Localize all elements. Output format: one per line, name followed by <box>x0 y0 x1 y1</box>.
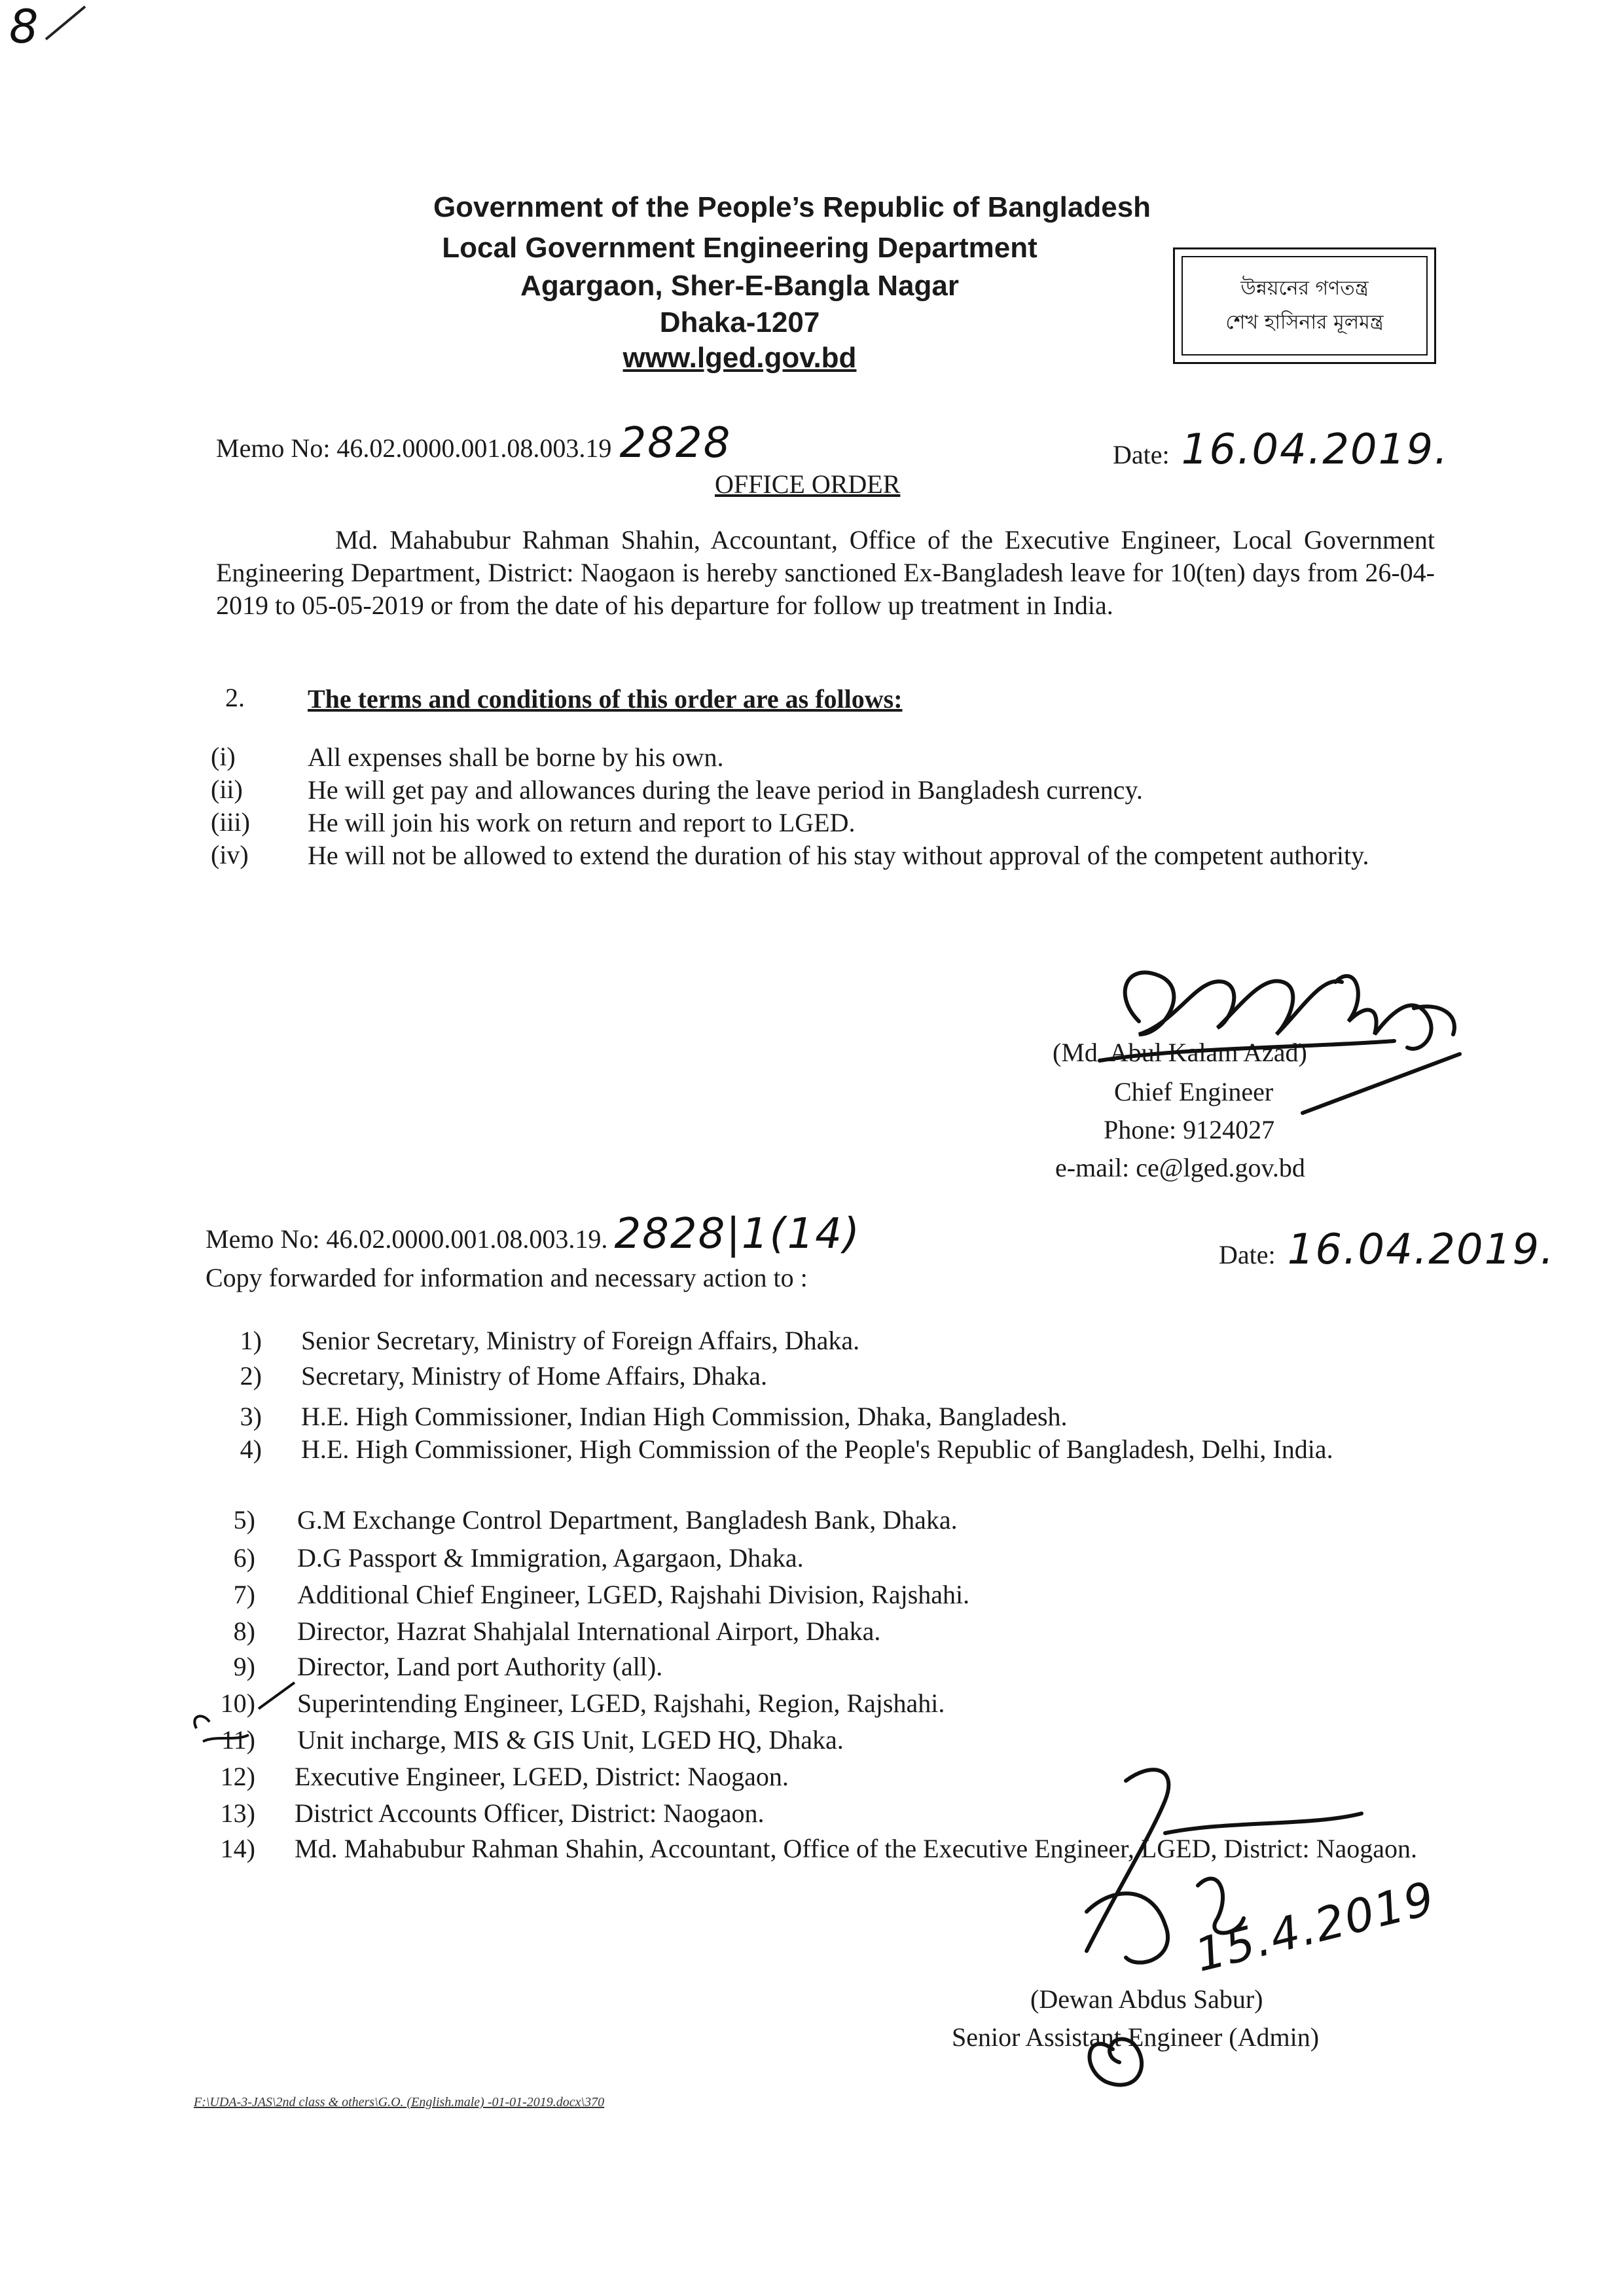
distribution-item: Md. Mahabubur Rahman Shahin, Accountant, Office of the Executive Engineer, LGED, District: Naogaon. <box>295 1834 1417 1863</box>
distribution-number: 2) <box>240 1361 262 1391</box>
corner-slash-mark <box>46 7 85 39</box>
signatory-2-handwritten-date: 15.4.2019 <box>1189 1870 1441 1983</box>
header-government-line: Government of the People’s Republic of Bangladesh <box>433 191 1151 223</box>
office-order-title: OFFICE ORDER <box>715 469 901 499</box>
distribution-number: 12) <box>220 1762 255 1791</box>
memo-handwritten-number: 2828|1(14) <box>614 1210 861 1258</box>
copy-forward-intro: Copy forwarded for information and necessary action to : <box>206 1263 808 1292</box>
handwritten-date: 16.04.2019. <box>1181 426 1449 474</box>
terms-number: 2. <box>225 683 245 712</box>
memo-handwritten-number: 2828 <box>619 419 732 467</box>
term-number: (ii) <box>211 774 243 804</box>
distribution-item: Senior Secretary, Ministry of Foreign Affairs, Dhaka. <box>301 1326 860 1355</box>
distribution-item: Executive Engineer, LGED, District: Naogaon. <box>295 1762 789 1791</box>
distribution-item: Unit incharge, MIS & GIS Unit, LGED HQ, Dhaka. <box>297 1725 844 1755</box>
handwritten-date: 16.04.2019. <box>1287 1226 1555 1274</box>
terms-heading: The terms and conditions of this order are as follows: <box>308 684 903 714</box>
term-text: He will not be allowed to extend the duration of his stay without approval of the competent authority. <box>308 841 1369 870</box>
tick-mark-item-10 <box>259 1683 295 1709</box>
term-number: (iii) <box>211 807 250 837</box>
distribution-number: 4) <box>240 1434 262 1464</box>
distribution-number: 5) <box>233 1505 255 1535</box>
date-label: Date: <box>1219 1240 1276 1269</box>
corner-handwritten-mark: 8 <box>9 0 40 54</box>
distribution-item: Superintending Engineer, LGED, Rajshahi, Region, Rajshahi. <box>297 1688 945 1718</box>
distribution-number: 9) <box>233 1652 255 1681</box>
mark-item-11 <box>194 1716 249 1741</box>
signatory-1-phone: Phone: 9124027 <box>1104 1115 1275 1144</box>
signatory-2-name: (Dewan Abdus Sabur) <box>1030 1984 1263 2014</box>
body-paragraph: Md. Mahabubur Rahman Shahin, Accountant, Office of the Executive Engineer, Local Government Engineering Department, District: Naogaon is hereby sanctioned Ex-Bangladesh leave for 10(ten) days from 26-04-2019 to 05-05-2019 or from the date of his departure for follow up treatment in India. <box>216 525 1435 620</box>
distribution-item: D.G Passport & Immigration, Agargaon, Dhaka. <box>297 1543 804 1573</box>
slogan-line-1: উন্নয়নের গণতন্ত্র <box>1240 277 1369 300</box>
distribution-item: Director, Hazrat Shahjalal International Airport, Dhaka. <box>297 1616 881 1646</box>
distribution-item: District Accounts Officer, District: Naogaon. <box>295 1798 765 1828</box>
distribution-number: 7) <box>233 1580 255 1609</box>
footer-file-path: F:\UDA-3-JAS\2nd class & others\G.O. (English.male) -01-01-2019.docx\370 <box>194 2095 605 2109</box>
distribution-number: 6) <box>233 1543 255 1573</box>
header-address-line: Agargaon, Sher-E-Bangla Nagar <box>520 270 959 302</box>
term-text: He will join his work on return and report to LGED. <box>308 808 856 837</box>
memo-prefix: Memo No: 46.02.0000.001.08.003.19. <box>206 1224 608 1254</box>
header-city-line: Dhaka-1207 <box>659 306 820 338</box>
distribution-number: 14) <box>220 1834 255 1863</box>
term-number: (i) <box>211 742 236 771</box>
signature-senior-assistant-engineer <box>1087 1770 1362 2085</box>
header-website: www.lged.gov.bd <box>623 342 857 374</box>
term-text: All expenses shall be borne by his own. <box>308 742 724 772</box>
distribution-item: Additional Chief Engineer, LGED, Rajshahi Division, Rajshahi. <box>297 1580 970 1609</box>
signatory-1-email: e-mail: ce@lged.gov.bd <box>1055 1153 1305 1182</box>
distribution-number: 8) <box>233 1616 255 1646</box>
distribution-item: G.M Exchange Control Department, Bangladesh Bank, Dhaka. <box>297 1505 958 1535</box>
distribution-item: Director, Land port Authority (all). <box>297 1652 663 1681</box>
distribution-item: H.E. High Commissioner, Indian High Commission, Dhaka, Bangladesh. <box>301 1402 1068 1431</box>
signatory-1-title: Chief Engineer <box>1114 1077 1274 1106</box>
signatory-2-title: Senior Assistant Engineer (Admin) <box>952 2022 1320 2052</box>
distribution-number: 3) <box>240 1402 262 1431</box>
distribution-number: 1) <box>240 1326 262 1355</box>
term-text: He will get pay and allowances during the leave period in Bangladesh currency. <box>308 775 1143 805</box>
distribution-item: H.E. High Commissioner, High Commission of the People's Republic of Bangladesh, Delhi, India. <box>301 1434 1333 1464</box>
header-department-line: Local Government Engineering Department <box>442 232 1038 264</box>
distribution-number: 10) <box>220 1688 255 1718</box>
distribution-number: 13) <box>220 1798 255 1828</box>
distribution-item: Secretary, Ministry of Home Affairs, Dhaka. <box>301 1361 768 1391</box>
signature-chief-engineer <box>1100 972 1460 1113</box>
signatory-1-name: (Md. Abul Kalam Azad) <box>1053 1038 1307 1067</box>
date-label: Date: <box>1113 440 1170 469</box>
term-number: (iv) <box>211 840 249 869</box>
memo-prefix: Memo No: 46.02.0000.001.08.003.19 <box>216 433 612 463</box>
distribution-number: 11) <box>221 1725 255 1755</box>
slogan-line-2: শেখ হাসিনার মূলমন্ত্র <box>1225 311 1384 334</box>
